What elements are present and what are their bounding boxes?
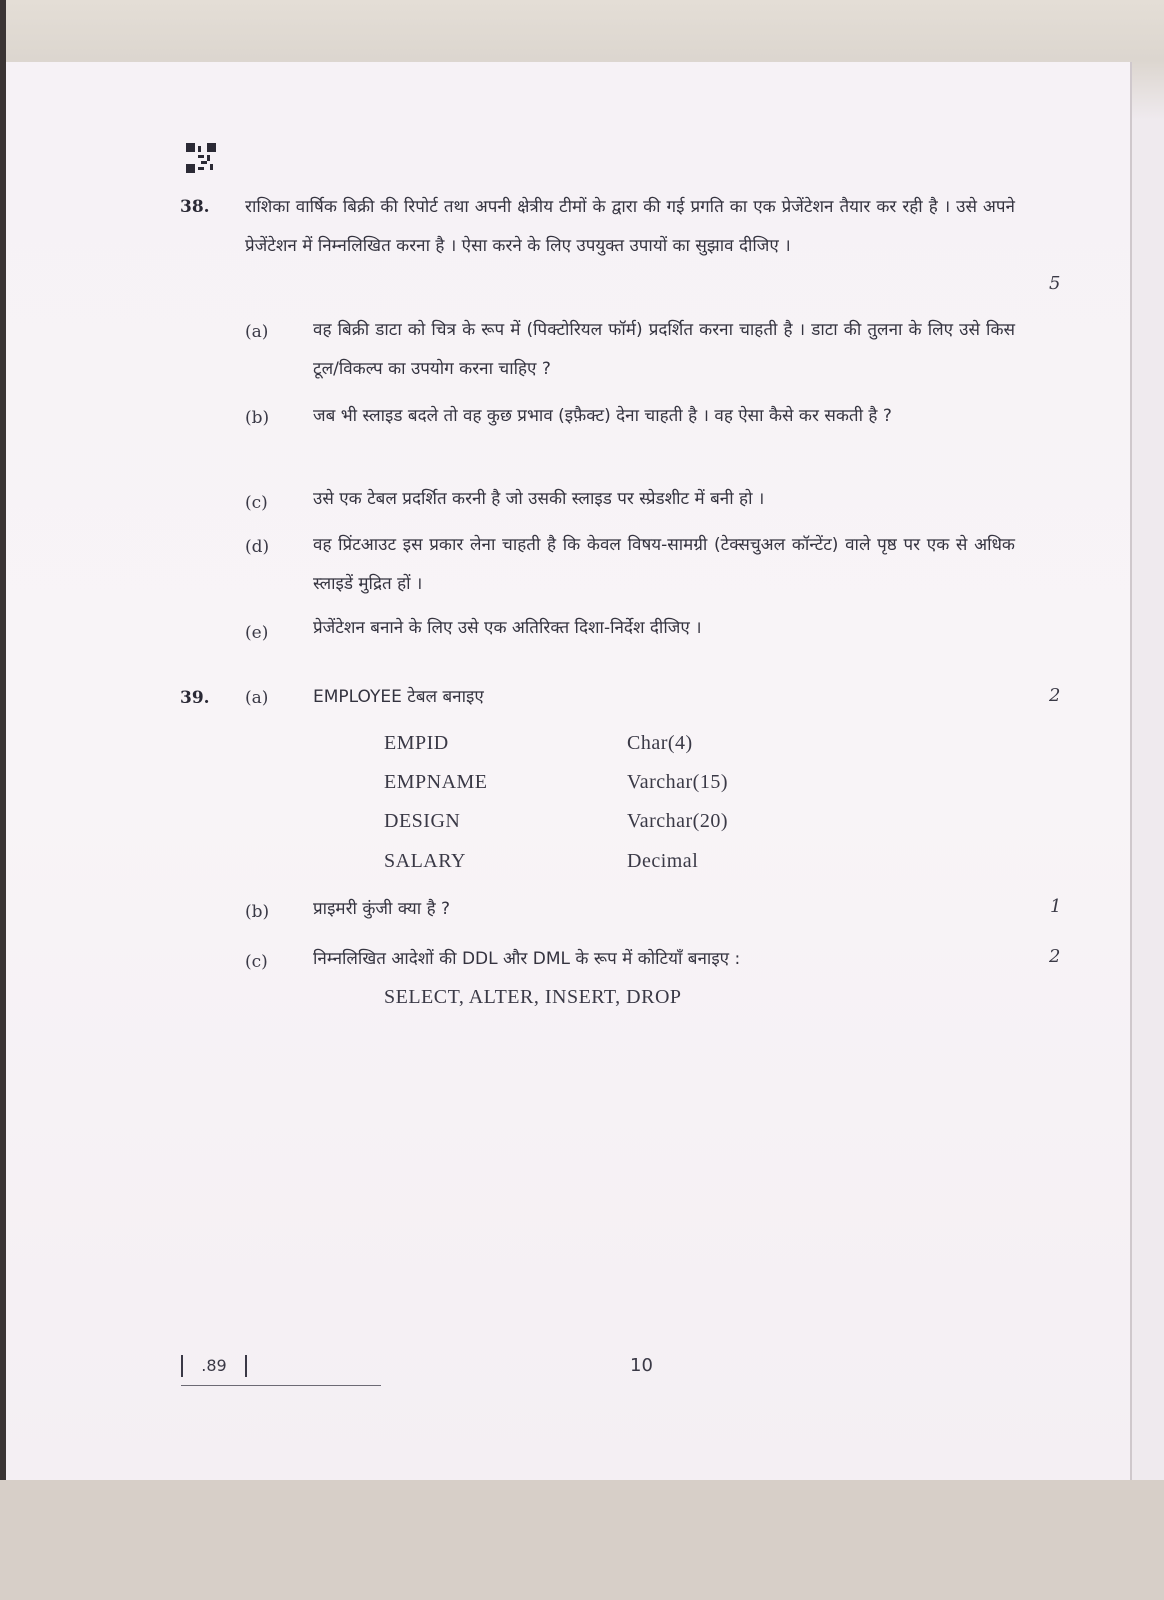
- part-text: प्रेजेंटेशन बनाने के लिए उसे एक अतिरिक्त दिशा-निर्देश दीजिए ।: [313, 618, 702, 638]
- page-code: .89: [181, 1355, 247, 1377]
- field-type: Varchar(15): [627, 771, 728, 793]
- field-name: EMPNAME: [384, 771, 488, 793]
- part-text: वह बिक्री डाटा को चित्र के रूप में (पिक्टोरियल फॉर्म) प्रदर्शित करना चाहती है । डाटा की तुलना के लिए उसे किस टूल/विकल्प का उपयोग करना चाहिए ?: [313, 320, 1015, 379]
- part-label: (e): [245, 623, 269, 643]
- question-number: 38.: [180, 197, 210, 217]
- marks: 5: [1049, 273, 1061, 294]
- part-text: निम्नलिखित आदेशों की DDL और DML के रूप में कोटियाँ बनाइए :: [313, 949, 741, 969]
- field-name: EMPID: [384, 732, 449, 754]
- part-label: (b): [245, 902, 270, 922]
- part-text: जब भी स्लाइड बदले तो वह कुछ प्रभाव (इफ़ैक्ट) देना चाहती है । वह ऐसा कैसे कर सकती है ?: [313, 406, 892, 426]
- marks: 1: [1050, 896, 1062, 917]
- part-text: प्राइमरी कुंजी क्या है ?: [313, 899, 451, 919]
- part-label: (a): [245, 322, 269, 342]
- part-text: वह प्रिंटआउट इस प्रकार लेना चाहती है कि केवल विषय-सामग्री (टेक्सचुअल कॉन्टेंट) वाले पृष्ठ पर एक से अधिक स्लाइडें मुद्रित हों ।: [313, 535, 1015, 594]
- exam-page: [6, 62, 1130, 1480]
- field-name: DESIGN: [384, 810, 461, 832]
- part-label: (c): [245, 493, 268, 513]
- sql-commands: SELECT, ALTER, INSERT, DROP: [384, 986, 682, 1008]
- part-label: (b): [245, 408, 270, 428]
- qr-code-icon: [186, 143, 216, 173]
- question-number: 39.: [180, 688, 210, 708]
- field-type: Decimal: [627, 850, 699, 872]
- part-label: (a): [245, 688, 269, 708]
- field-name: SALARY: [384, 850, 466, 872]
- field-type: Char(4): [627, 732, 693, 754]
- part-label: (d): [245, 537, 270, 557]
- question-text: राशिका वार्षिक बिक्री की रिपोर्ट तथा अपनी क्षेत्रीय टीमों के द्वारा की गई प्रगति का एक प्रेजेंटेशन तैयार कर रही है । उसे अपने प्रेजेंटेशन में निम्नलिखित करना है । ऐसा करने के लिए उपयुक्त उपायों का सुझाव दीजिए ।: [245, 197, 1015, 256]
- scan-bottom-band: [0, 1480, 1164, 1600]
- part-text: EMPLOYEE टेबल बनाइए: [313, 687, 484, 707]
- field-type: Varchar(20): [627, 810, 728, 832]
- page-number: 10: [630, 1355, 653, 1376]
- footer-rule: [181, 1385, 381, 1386]
- marks: 2: [1049, 946, 1061, 967]
- part-label: (c): [245, 952, 268, 972]
- part-text: उसे एक टेबल प्रदर्शित करनी है जो उसकी स्लाइड पर स्प्रेडशीट में बनी हो ।: [313, 489, 765, 509]
- marks: 2: [1049, 685, 1061, 706]
